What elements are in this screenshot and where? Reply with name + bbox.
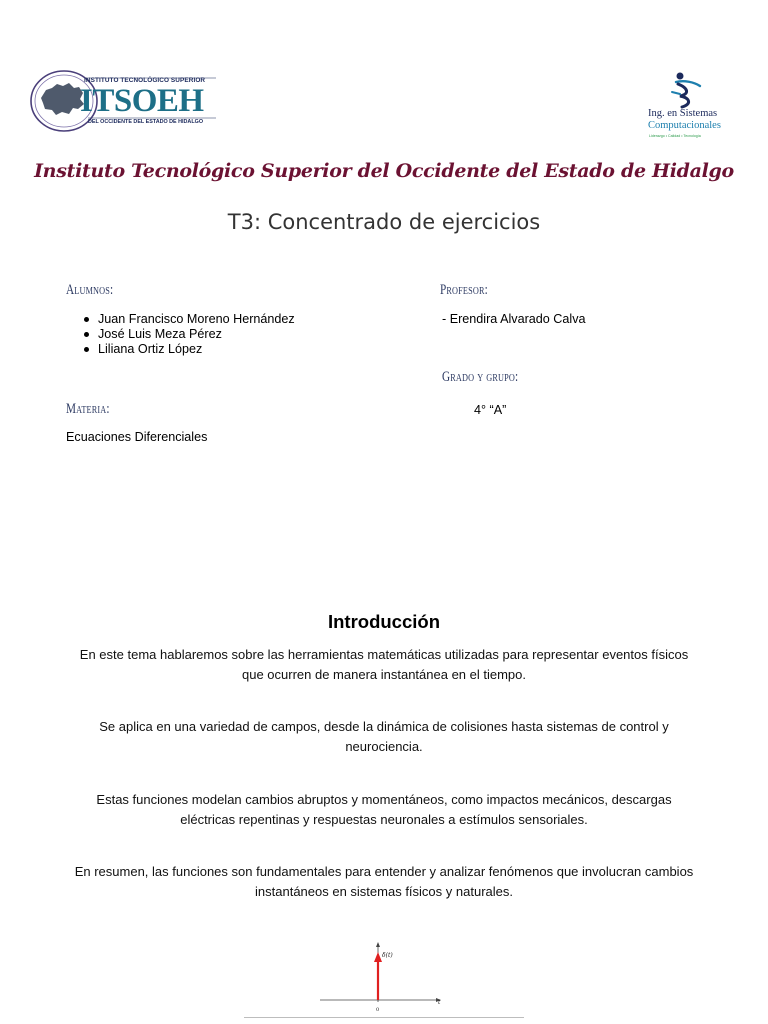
itsoeh-logo-wordmark: ITSOEH	[80, 83, 204, 119]
paragraph-line: instantáneos en sistemas físicos y naturales.	[255, 884, 513, 899]
institution-title: Instituto Tecnológico Superior del Occidente del Estado de Hidalgo	[34, 160, 734, 182]
paragraph-line: que ocurren de manera instantánea en el tiempo.	[241, 667, 527, 682]
itsoeh-logo	[28, 68, 220, 134]
y-axis-arrow-icon	[376, 942, 380, 947]
group-label: Grado y grupo:	[442, 369, 519, 385]
paragraph-line: Estas funciones modelan cambios abruptos y momentáneos, como impactos mecánicos, descargas	[96, 792, 672, 807]
list-item: José Luis Meza Pérez	[82, 327, 295, 342]
page-divider	[244, 1017, 524, 1018]
subject-label: Materia:	[66, 401, 110, 417]
itsoeh-logo-top-text: INSTITUTO TECNOLÓGICO SUPERIOR	[84, 77, 206, 84]
paragraph-line: neurociencia.	[345, 739, 423, 754]
subject-value: Ecuaciones Diferenciales	[66, 430, 208, 444]
dirac-delta-figure	[316, 938, 446, 1018]
isc-logo-line1: Ing. en Sistemas	[648, 108, 718, 119]
students-label: Alumnos:	[66, 282, 114, 298]
introduction-heading: Introducción	[327, 611, 441, 632]
intro-paragraph	[60, 862, 708, 902]
function-label: δ(t)	[382, 952, 393, 959]
intro-paragraph	[60, 645, 708, 685]
paragraph-line: Se aplica en una variedad de campos, desde la dinámica de colisiones hasta sistemas de control y	[99, 719, 669, 734]
impulse-arrow-icon	[374, 952, 382, 962]
itsoeh-logo-bottom-text: DEL OCCIDENTE DEL ESTADO DE HIDALGO	[88, 119, 204, 125]
origin-label: 0	[376, 1007, 380, 1013]
students-list	[82, 312, 295, 357]
document-title: T3: Concentrado de ejercicios	[227, 210, 541, 234]
dirac-delta-plot	[316, 938, 446, 1018]
intro-paragraph	[60, 790, 708, 830]
teacher-name: - Erendira Alvarado Calva	[442, 312, 586, 326]
teacher-label: Profesor:	[440, 282, 488, 298]
paragraph-line: En este tema hablaremos sobre las herramientas matemáticas utilizadas para representar eventos físicos	[79, 647, 689, 662]
paragraph-line: eléctricas repentinas y respuestas neuronales a estímulos sensoriales.	[180, 812, 588, 827]
isc-figure-icon	[642, 70, 734, 110]
intro-paragraph	[60, 717, 708, 757]
isc-logo-tagline: Liderazgo • Calidad • Tecnología	[649, 134, 701, 138]
list-item: Liliana Ortiz López	[82, 342, 295, 357]
paragraph-line: En resumen, las funciones son fundamentales para entender y analizar fenómenos que involucran cambios	[74, 864, 694, 879]
list-item: Juan Francisco Moreno Hernández	[82, 312, 295, 327]
axis-label: t	[438, 999, 441, 1006]
isc-logo-line2: Computacionales	[648, 120, 721, 131]
isc-logo	[642, 70, 734, 142]
group-value: 4° “A”	[474, 403, 507, 417]
